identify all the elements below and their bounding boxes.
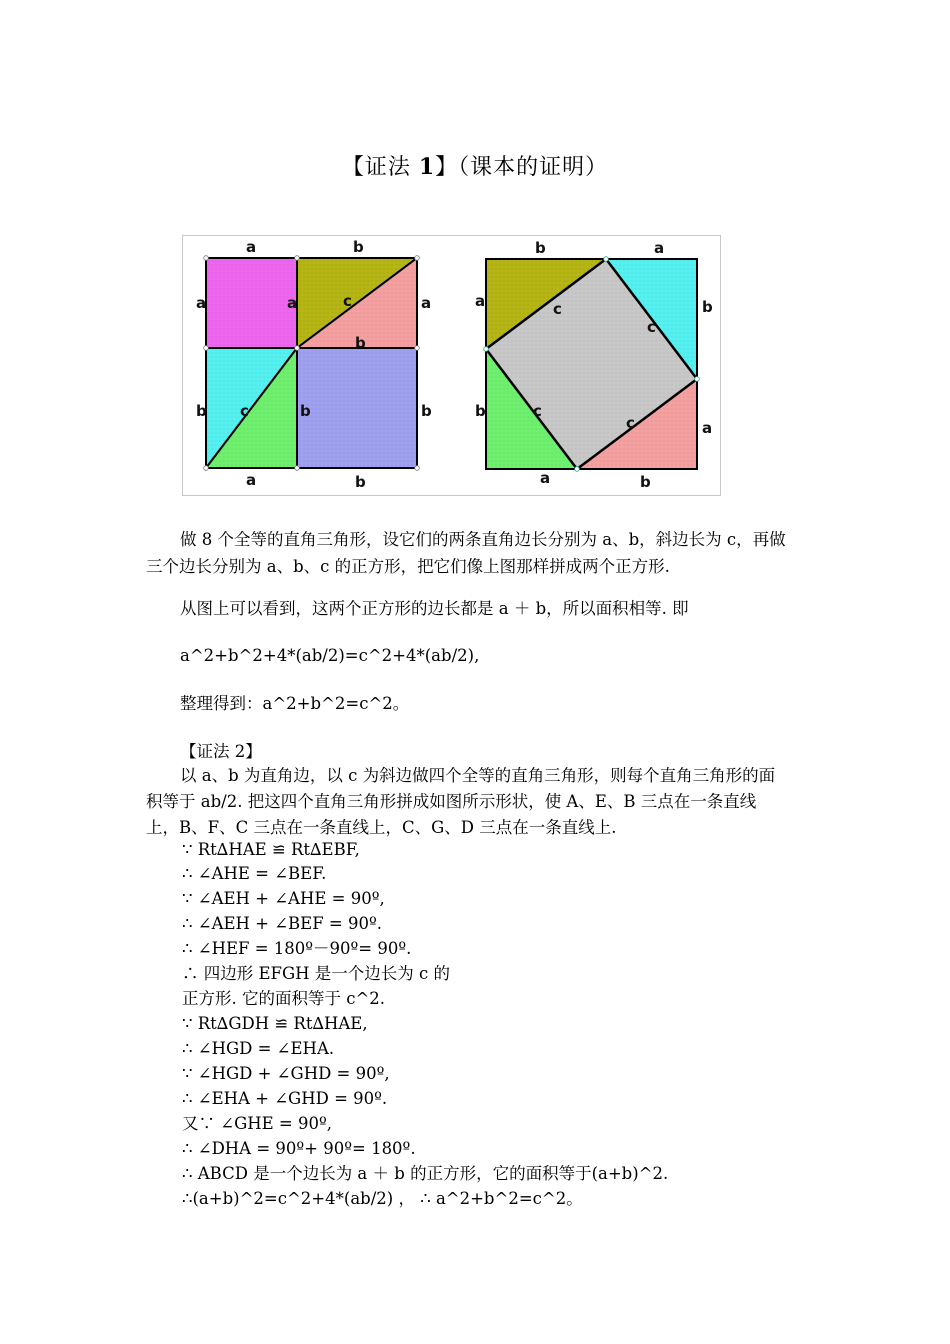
label-left-b: b xyxy=(475,402,486,420)
left-square-diagram xyxy=(196,238,432,491)
paragraph-2: 从图上可以看到，这两个正方形的边长都是 a ＋ b，所以面积相等. 即 xyxy=(180,599,689,618)
label-inner-a: a xyxy=(287,294,298,312)
proof-line: ∴ ∠AHE = ∠BEF. xyxy=(182,864,327,883)
label-c-4: c xyxy=(626,414,635,432)
label-inner-b: b xyxy=(355,334,366,352)
proof-line: ∴ 四边形 EFGH 是一个边长为 c 的 xyxy=(182,964,451,983)
title-open: 【证法 xyxy=(341,155,419,180)
label-hyp-c-2: c xyxy=(240,402,249,420)
label-c-2: c xyxy=(647,318,656,336)
proof-line: ∵ Rt∆GDH ≌ Rt∆HAE, xyxy=(182,1014,368,1033)
proof-line: 又∵ ∠GHE = 90º, xyxy=(182,1114,332,1133)
proof-line: ∵ ∠AEH + ∠AHE = 90º, xyxy=(182,889,385,908)
label-bottom-a: a xyxy=(540,469,551,487)
label-left-a: a xyxy=(196,294,207,312)
label-top-b: b xyxy=(353,238,364,256)
paragraph-proof-2: 以 a、b 为直角边，以 c 为斜边做四个全等的直角三角形，则每个直角三角形的面积等于 ab/2. 把这四个直角三角形拼成如图所示形状，使 A、E、B 三点在一条直线上，B、F、C 三点在一条直线上，C、G、D 三点在一条直线上. xyxy=(146,766,776,837)
label-top-b: b xyxy=(535,239,546,257)
proof-2-title: 【证法 2】 xyxy=(180,742,262,761)
formula-line: a^2+b^2+4*(ab/2)=c^2+4*(ab/2), xyxy=(180,646,480,665)
label-bottom-b: b xyxy=(355,473,366,491)
proof-line: ∴ ABCD 是一个边长为 a ＋ b 的正方形，它的面积等于(a+b)^2. xyxy=(182,1164,669,1183)
proof-line: ∵ ∠HGD + ∠GHD = 90º, xyxy=(182,1064,390,1083)
label-hyp-c-1: c xyxy=(343,292,352,310)
label-c-1: c xyxy=(553,300,562,318)
title-number: 1 xyxy=(418,154,436,180)
section-title xyxy=(0,150,950,181)
paragraph-1: 做 8 个全等的直角三角形，设它们的两条直角边长分别为 a、b，斜边长为 c，再做三个边长分别为 a、b、c 的正方形，把它们像上图那样拼成两个正方形. xyxy=(146,530,786,576)
proof-line: ∴ ∠AEH + ∠BEF = 90º. xyxy=(182,914,382,933)
label-top-a: a xyxy=(246,238,257,256)
pythagoras-figure xyxy=(182,235,721,496)
label-c-3: c xyxy=(533,402,542,420)
proof-line: ∴ ∠DHA = 90º+ 90º= 180º. xyxy=(182,1139,416,1158)
label-bottom-a: a xyxy=(246,471,257,489)
label-bottom-b: b xyxy=(640,473,651,491)
proof-line: ∵ Rt∆HAE ≌ Rt∆EBF, xyxy=(182,840,360,859)
proof-line: ∴ ∠HGD = ∠EHA. xyxy=(182,1039,335,1058)
proof-line: ∴ ∠HEF = 180º－90º= 90º. xyxy=(182,939,412,958)
label-left-a: a xyxy=(475,292,486,310)
proof-line: 正方形. 它的面积等于 c^2. xyxy=(182,989,386,1008)
label-right-a: a xyxy=(421,294,432,312)
label-right-b: b xyxy=(421,402,432,420)
title-subtitle: （课本的证明） xyxy=(458,155,609,180)
label-right-a: a xyxy=(702,419,713,437)
label-left-b: b xyxy=(196,402,207,420)
label-inner-b-mid: b xyxy=(300,402,311,420)
label-right-b: b xyxy=(702,298,713,316)
proof-line: ∴(a+b)^2=c^2+4*(ab/2) ， ∴ a^2+b^2=c^2。 xyxy=(182,1189,583,1208)
conclusion-line: 整理得到：a^2+b^2=c^2。 xyxy=(180,694,410,713)
label-top-a: a xyxy=(654,239,665,257)
right-square-diagram xyxy=(475,239,713,491)
title-close: 】 xyxy=(435,155,459,180)
proof-line: ∴ ∠EHA + ∠GHD = 90º. xyxy=(182,1089,388,1108)
